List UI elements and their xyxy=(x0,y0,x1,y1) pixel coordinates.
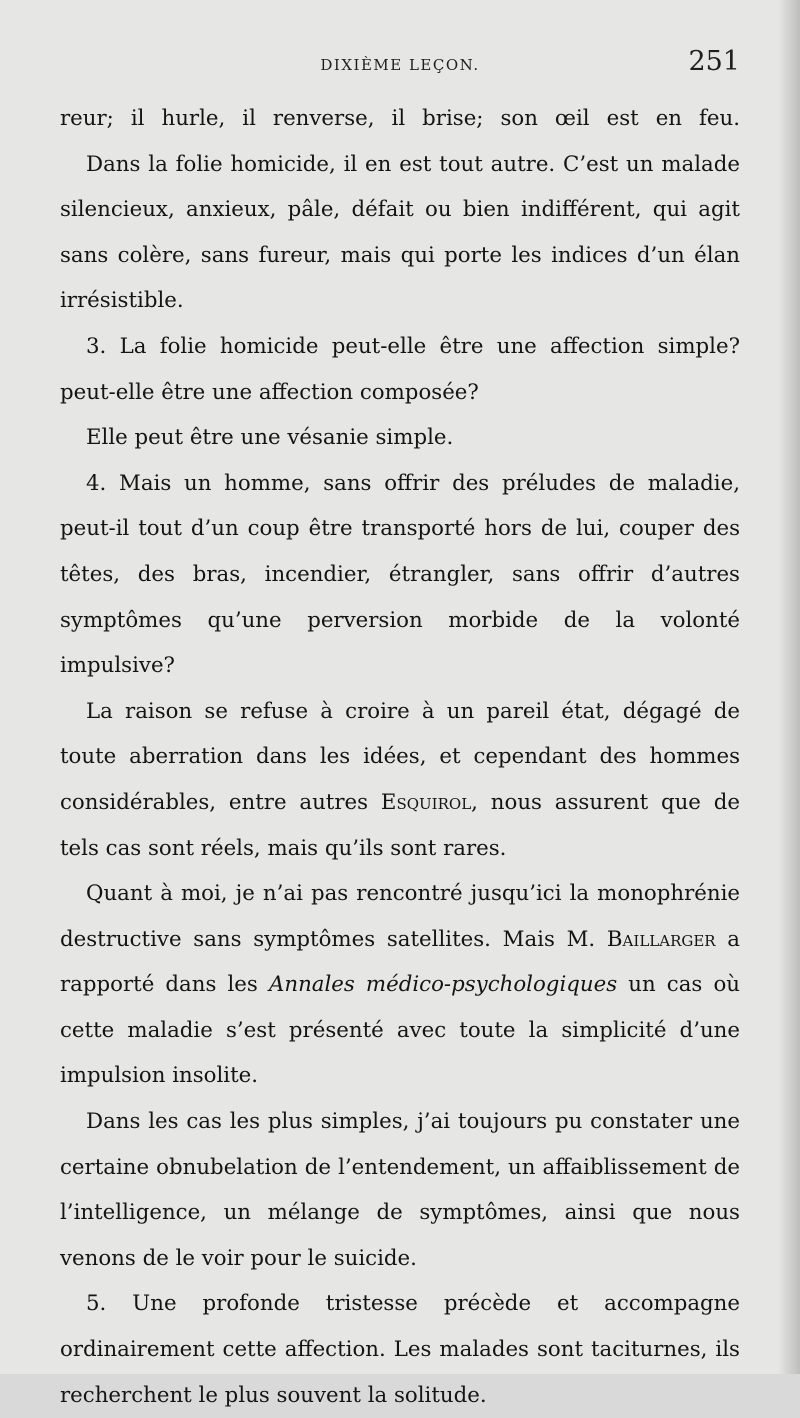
paragraph-text: a rapporté dans les xyxy=(60,926,741,998)
paragraph-text: Dans les cas les plus simples, j’ai toujours pu constater une certaine obnubelation de l’entendement, un affaiblissement de l’intelligence, un mélange de symptômes, ainsi que nous venons de le voir pour le suicide. xyxy=(60,1109,740,1271)
paragraph-text: Dans la folie homicide, il en est tout autre. C’est un malade silencieux, anxieux, pâle, défait ou bien indifférent, qui agit sans colère, sans fureur, mais qui porte les indices d’un élan irrésistible. xyxy=(60,151,740,314)
page-edge-shadow xyxy=(778,0,800,1374)
paragraph-1 xyxy=(60,96,740,142)
page-header xyxy=(60,46,740,82)
author-name-esquirol: Esquirol xyxy=(380,789,472,815)
paragraph-text: reur; il hurle, il renverse, il brise; son œil est en feu. xyxy=(60,106,740,131)
paragraph-5 xyxy=(60,461,740,689)
paragraph-text: un cas où cette maladie s’est présenté avec toute la simplicité d’une impulsion insolite. xyxy=(60,972,740,1089)
paragraph-6 xyxy=(60,689,740,871)
paragraph-text: , nous assurent que de tels cas sont réels, mais qu’ils sont rares. xyxy=(60,789,740,861)
running-title: DIXIÈME LEÇON. xyxy=(320,56,480,74)
paragraph-2 xyxy=(60,142,740,324)
page-body xyxy=(60,96,740,1418)
paragraph-text: 4. Mais un homme, sans offrir des préludes de maladie, peut-il tout d’un coup être transporté hors de lui, couper des têtes, des bras, incendier, étrangler, sans offrir d’autres symptômes qu’une perversion morbide de la volonté impulsive? xyxy=(60,470,740,679)
paragraph-text: Elle peut être une vésanie simple. xyxy=(86,425,454,451)
paragraph-8 xyxy=(60,1099,740,1281)
paragraph-9 xyxy=(60,1281,740,1418)
paragraph-text: Quant à moi, je n’ai pas rencontré jusqu’ici la monophrénie destructive sans symptômes satellites. Mais M. xyxy=(60,881,740,952)
paragraph-4 xyxy=(60,415,740,461)
paragraph-text: La raison se refuse à croire à un pareil état, dégagé de toute aberration dans les idées, et cependant des hommes considérables, entre autres xyxy=(60,698,740,815)
page-number: 251 xyxy=(688,46,740,77)
paragraph-text: 3. La folie homicide peut-elle être une affection simple? peut-elle être une affection composée? xyxy=(60,333,740,405)
paragraph-3 xyxy=(60,324,740,415)
journal-title: Annales médico-psychologiques xyxy=(268,972,618,998)
paragraph-text: 5. Une profonde tristesse précède et accompagne ordinairement cette affection. Les malades sont taciturnes, ils recherchent le plus souvent la solitude. xyxy=(60,1291,740,1408)
paragraph-7 xyxy=(60,871,740,1099)
author-name-baillarger: Baillarger xyxy=(606,926,716,952)
